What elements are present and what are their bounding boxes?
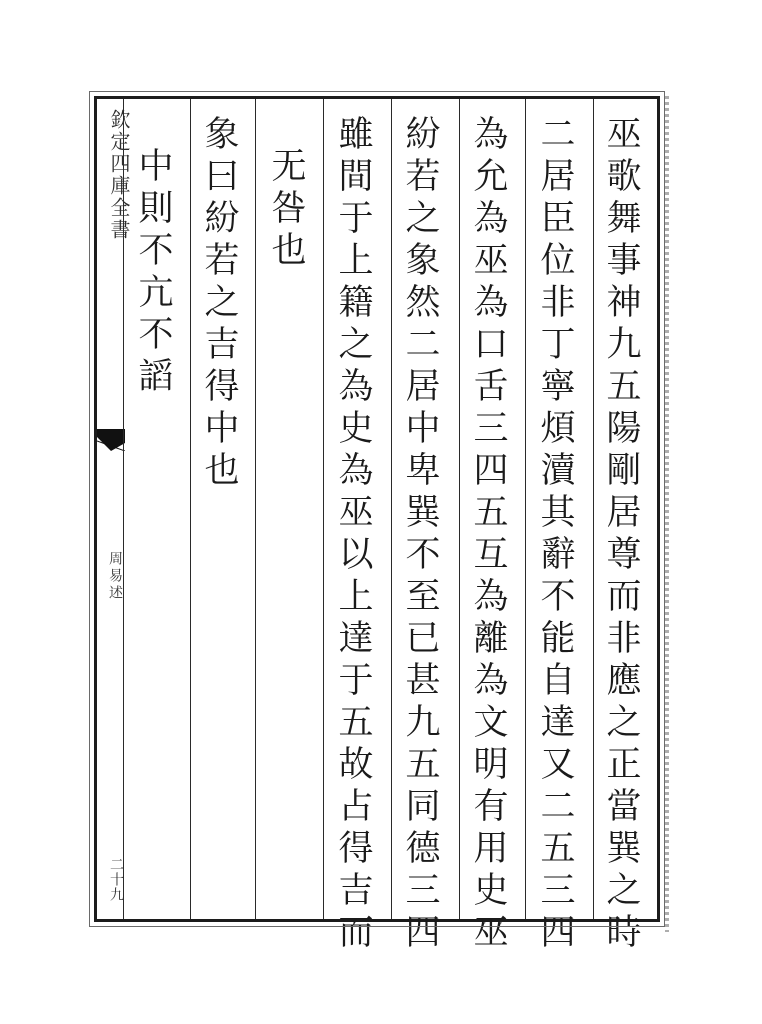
text-column-8: 中則不亢不謟: [133, 147, 173, 399]
column-rule: [391, 99, 392, 919]
column-rule: [255, 99, 256, 919]
margin-page-number: 二十九: [108, 857, 124, 902]
text-column-7: 象曰紛若之吉得中也: [199, 115, 239, 493]
column-rule: [323, 99, 324, 919]
binding-edge: [665, 96, 669, 932]
page-frame: [94, 96, 660, 955]
text-column-1: 巫歌舞事神九五陽剛居尊而非應之正當巽之時: [601, 115, 641, 955]
fishtail-mark: [97, 429, 125, 451]
column-rule: [593, 99, 594, 919]
text-column-3: 為允為巫為口舌三四五互為離為文明有用史巫: [468, 115, 508, 955]
text-column-5: 雖間于上籍之為史為巫以上達于五故占得吉而: [333, 115, 373, 955]
text-column-2: 二居臣位非丁寧煩瀆其辭不能自達又二五三四: [535, 115, 575, 955]
column-rule: [123, 99, 124, 919]
column-rule: [190, 99, 191, 919]
text-column-6: 无咎也: [266, 147, 306, 273]
column-rule: [459, 99, 460, 919]
margin-book-title: 周易述: [107, 551, 123, 602]
text-column-4: 紛若之象然二居中卑巽不至已甚九五同德三四: [400, 115, 440, 955]
margin-title: 欽定四庫全書: [107, 109, 131, 241]
column-rule: [525, 99, 526, 919]
